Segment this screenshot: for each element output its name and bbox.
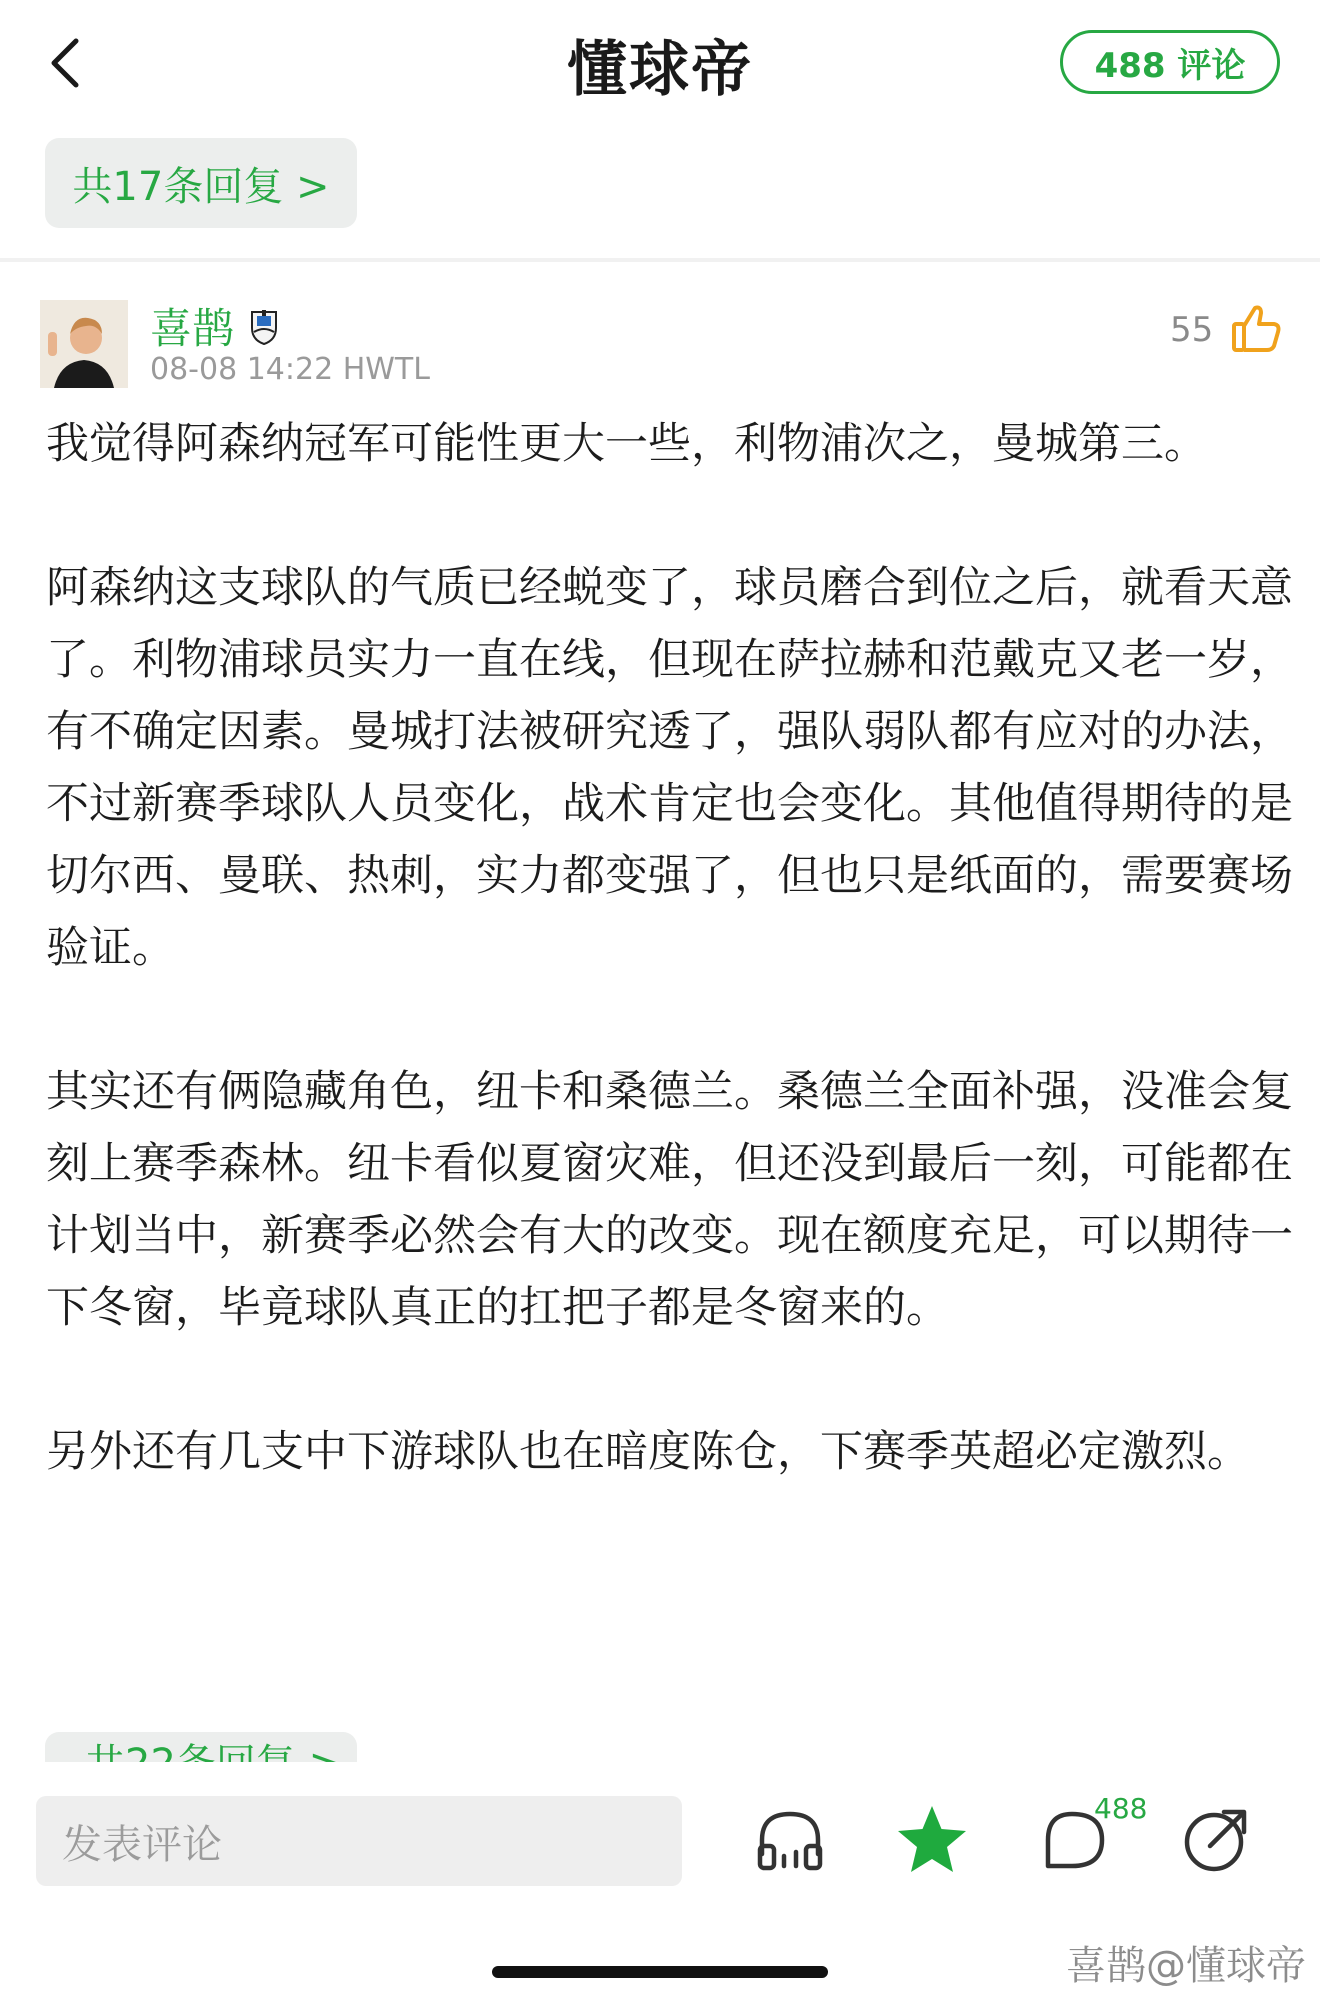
like-count: 55 [1170, 310, 1214, 350]
comment-meta: 08-08 14:22 HWTL [150, 352, 430, 387]
comment-paragraph: 阿森纳这支球队的气质已经蜕变了，球员磨合到位之后，就看天意了。利物浦球员实力一直在线，但现在萨拉赫和范戴克又老一岁，有不确定因素。曼城打法被研究透了，强队弱队都有应对的办法，不过新赛季球队人员变化，战术肯定也会变化。其他值得期待的是切尔西、曼联、热刺，实力都变强了，但也只是纸面的，需要赛场验证。 [46, 563, 1293, 973]
username-text: 喜鹊 [150, 304, 235, 353]
avatar-image [40, 300, 128, 388]
comment-paragraph: 另外还有几支中下游球队也在暗度陈仓，下赛季英超必定激烈。 [46, 1427, 1250, 1477]
comment-paragraph: 其实还有俩隐藏角色，纽卡和桑德兰。桑德兰全面补强，没准会复刻上赛季森林。纽卡看似夏窗灾难，但还没到最后一刻，可能都在计划当中，新赛季必然会有大的改变。现在额度充足，可以期待一下冬窗，毕竟球队真正的扛把子都是冬窗来的。 [46, 1067, 1293, 1333]
team-badge-icon [244, 306, 284, 346]
comment-body [46, 408, 1296, 1488]
watermark: 喜鹊@懂球帝 [1066, 1943, 1306, 1989]
comment-paragraph: 我觉得阿森纳冠军可能性更大一些，利物浦次之，曼城第三。 [46, 419, 1207, 469]
thumbs-up-icon[interactable] [1228, 300, 1284, 356]
page-title: 懂球帝 [567, 35, 753, 105]
comment-badge: 488 [1094, 1792, 1148, 1825]
comment-input[interactable]: 发表评论 [36, 1796, 682, 1886]
share-icon[interactable] [1178, 1802, 1254, 1878]
headphones-icon[interactable] [752, 1802, 828, 1878]
bottom-action-bar [0, 1762, 1320, 2000]
avatar[interactable] [40, 300, 128, 388]
home-indicator [492, 1966, 828, 1978]
divider [0, 258, 1320, 262]
star-icon[interactable] [894, 1802, 970, 1878]
view-more-replies-button[interactable] [45, 1732, 357, 1762]
header-bar [0, 0, 1320, 130]
comment-author[interactable] [150, 296, 284, 356]
view-replies-button[interactable]: 共17条回复 > [45, 138, 357, 228]
comment-count-button[interactable]: 488 评论 [1060, 30, 1280, 94]
